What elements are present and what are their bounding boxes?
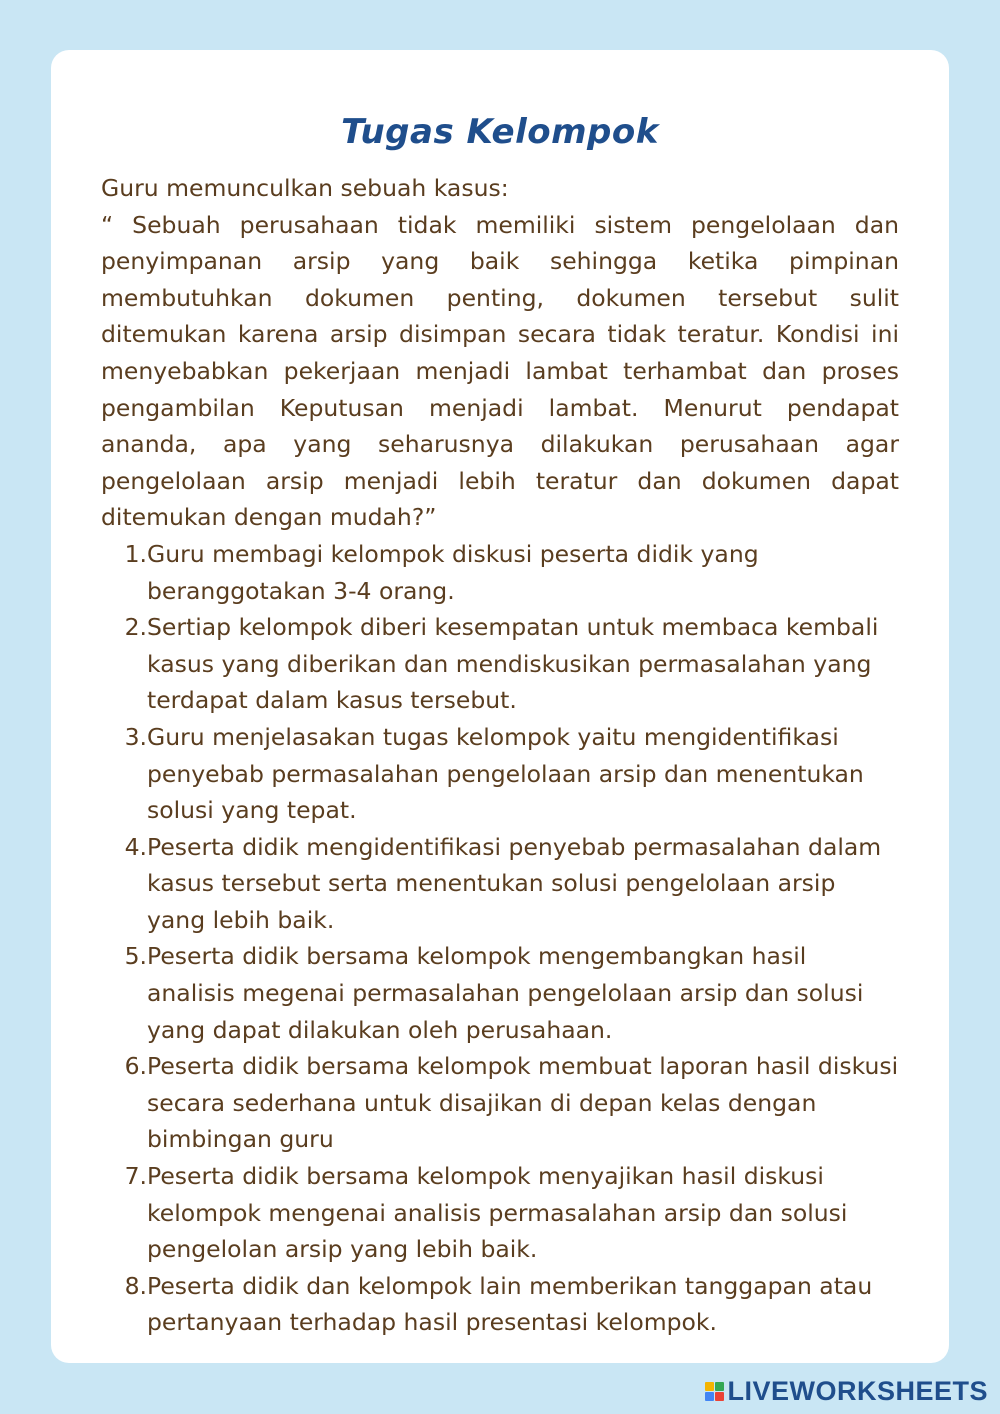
step-text: Peserta didik mengidentifikasi penyebab permasalahan dalam kasus tersebut serta menentukan solusi pengelolaan arsip yang lebih baik. [147,832,882,934]
step-number: 7. [124,1162,147,1191]
logo-square [715,1382,724,1391]
step-number: 6. [124,1052,147,1081]
step-text: Peserta didik dan kelompok lain memberikan tanggapan atau pertanyaan terhadap hasil presentasi kelompok. [147,1271,873,1337]
page-title: Tugas Kelompok [341,112,659,152]
step-number: 3. [124,722,147,751]
worksheet-card [51,50,949,1363]
step-text: Peserta didik bersama kelompok mengembangkan hasil analisis megenai permasalahan pengelolaan arsip dan solusi yang dapat dilakukan oleh perusahaan. [147,942,864,1044]
list-item [101,1158,899,1268]
liveworksheets-logo[interactable] [705,1374,988,1408]
worksheet-content [101,110,899,1341]
step-text: Guru membagi kelompok diskusi peserta didik yang beranggotakan 3-4 orang. [147,539,759,605]
steps-list [101,536,899,1341]
step-number: 2. [124,613,147,642]
step-number: 5. [124,942,147,971]
case-intro: Guru memunculkan sebuah kasus: [101,174,509,202]
step-text: Peserta didik bersama kelompok menyajikan hasil diskusi kelompok mengenai analisis permasalahan arsip dan solusi pengelolan arsip yang lebih baik. [147,1162,848,1264]
list-item [101,609,899,719]
list-item [101,719,899,829]
case-text: “ Sebuah perusahaan tidak memiliki sistem pengelolaan dan penyimpanan arsip yang baik sehingga ketika pimpinan membutuhkan dokumen penting, dokumen tersebut sulit ditemukan karena arsip disimpan secara tidak teratur. Kondisi ini menyebabkan pekerjaan menjadi lambat terhambat dan proses pengambilan Keputusan menjadi lambat. Menurut pendapat ananda, apa yang seharusnya dilakukan perusahaan agar pengelolaan arsip menjadi lebih teratur dan dokumen dapat ditemukan dengan mudah?” [101,210,899,532]
liveworksheets-logo-icon [705,1382,724,1401]
step-number: 8. [124,1271,147,1300]
logo-text: LIVEWORKSHEETS [727,1375,988,1406]
step-text: Peserta didik bersama kelompok membuat laporan hasil diskusi secara sederhana untuk disajikan di depan kelas dengan bimbingan guru [147,1052,899,1154]
list-item [101,1268,899,1341]
list-item [101,829,899,939]
logo-square [715,1392,724,1401]
logo-square [705,1382,714,1391]
step-text: Guru menjelasakan tugas kelompok yaitu mengidentifikasi penyebab permasalahan pengelolaan arsip dan menentukan solusi yang tepat. [147,722,864,825]
step-text: Sertiap kelompok diberi kesempatan untuk membaca kembali kasus yang diberikan dan mendiskusikan permasalahan yang terdapat dalam kasus tersebut. [147,613,879,715]
step-number: 4. [124,832,147,861]
list-item [101,1048,899,1158]
list-item [101,536,899,609]
step-number: 1. [124,539,147,568]
logo-square [705,1392,714,1401]
list-item [101,938,899,1048]
